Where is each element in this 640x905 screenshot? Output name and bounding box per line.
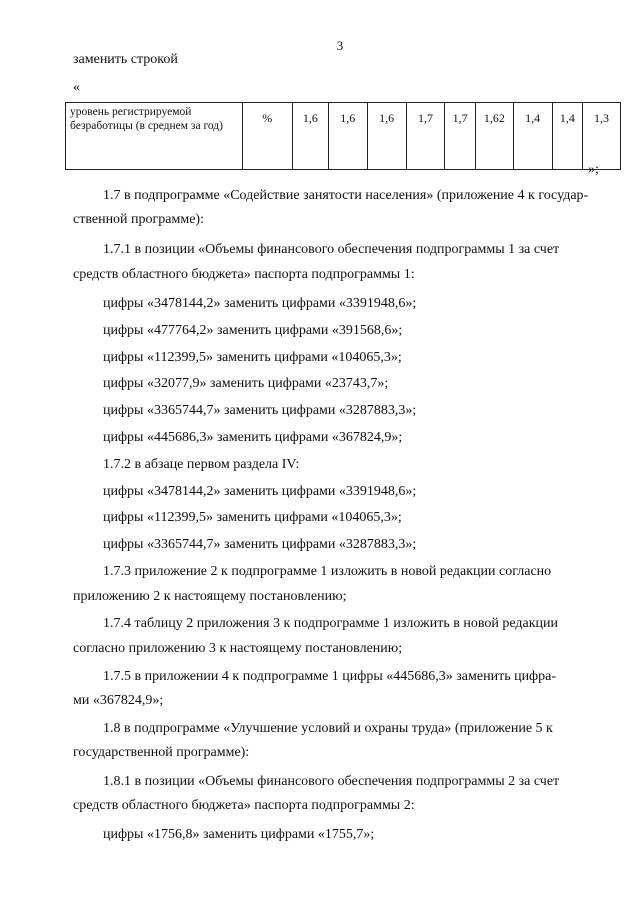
paragraph-line: 1.8.1 в позиции «Объемы финансового обеспечения подпрограммы 2 за счет bbox=[103, 774, 560, 789]
value-cell: 1,6 bbox=[367, 103, 406, 170]
value-cell: 1,7 bbox=[445, 103, 475, 170]
paragraph-line: цифры «112399,5» заменить цифрами «104065,3»; bbox=[103, 510, 402, 525]
paragraph-line: 1.7 в подпрограмме «Содействие занятости населения» (приложение 4 к государ- bbox=[103, 188, 589, 203]
paragraph-line: средств областного бюджета» паспорта подпрограммы 2: bbox=[73, 798, 415, 813]
paragraph-line: цифры «445686,3» заменить цифрами «367824,9»; bbox=[103, 430, 403, 445]
paragraph-line: 1.7.2 в абзаце первом раздела IV: bbox=[103, 457, 300, 472]
indicator-name-cell: уровень регистрируемой безработицы (в среднем за год) bbox=[66, 103, 243, 170]
paragraph-line: цифры «3478144,2» заменить цифрами «3391948,6»; bbox=[103, 484, 417, 499]
unit-cell: % bbox=[242, 103, 292, 170]
open-quote: « bbox=[73, 80, 80, 95]
paragraph-line: цифры «1756,8» заменить цифрами «1755,7»; bbox=[103, 827, 375, 842]
paragraph-line: приложению 2 к настоящему постановлению; bbox=[73, 589, 347, 604]
value-cell: 1,62 bbox=[475, 103, 513, 170]
value-cell: 1,4 bbox=[513, 103, 552, 170]
paragraph-line: цифры «112399,5» заменить цифрами «104065,3»; bbox=[103, 350, 402, 365]
paragraph-line: согласно приложению 3 к настоящему постановлению; bbox=[73, 641, 403, 656]
paragraph-line: государственной программе): bbox=[73, 745, 250, 760]
table-row bbox=[66, 103, 621, 170]
value-cell: 1,7 bbox=[406, 103, 445, 170]
paragraph-line: цифры «3365744,7» заменить цифрами «3287883,3»; bbox=[103, 537, 417, 552]
paragraph-line: 1.7.4 таблицу 2 приложения 3 к подпрограмме 1 изложить в новой редакции bbox=[103, 616, 558, 631]
paragraph-line: средств областного бюджета» паспорта подпрограммы 1: bbox=[73, 267, 415, 282]
replace-line-text: заменить строкой bbox=[73, 52, 178, 67]
paragraph-line: 1.7.5 в приложении 4 к подпрограмме 1 цифры «445686,3» заменить цифра- bbox=[103, 669, 557, 684]
paragraph-line: цифры «32077,9» заменить цифрами «23743,7»; bbox=[103, 376, 389, 391]
page-number: 3 bbox=[336, 38, 344, 53]
paragraph-line: ственной программе): bbox=[73, 212, 204, 227]
paragraph-line: 1.7.1 в позиции «Объемы финансового обеспечения подпрограммы 1 за счет bbox=[103, 242, 560, 257]
paragraph-line: ми «367824,9»; bbox=[73, 693, 164, 708]
paragraph-line: цифры «3478144,2» заменить цифрами «3391948,6»; bbox=[103, 296, 417, 311]
paragraph-line: цифры «477764,2» заменить цифрами «391568,6»; bbox=[103, 323, 403, 338]
value-cell: 1,3 bbox=[583, 103, 621, 170]
indicator-table bbox=[65, 102, 621, 170]
value-cell: 1,6 bbox=[293, 103, 329, 170]
value-cell: 1,4 bbox=[552, 103, 582, 170]
value-cell: 1,6 bbox=[328, 103, 367, 170]
paragraph-line: цифры «3365744,7» заменить цифрами «3287883,3»; bbox=[103, 403, 417, 418]
paragraph-line: 1.7.3 приложение 2 к подпрограмме 1 изложить в новой редакции согласно bbox=[103, 564, 552, 579]
close-quote: »; bbox=[588, 162, 599, 177]
paragraph-line: 1.8 в подпрограмме «Улучшение условий и охраны труда» (приложение 5 к bbox=[103, 721, 553, 736]
